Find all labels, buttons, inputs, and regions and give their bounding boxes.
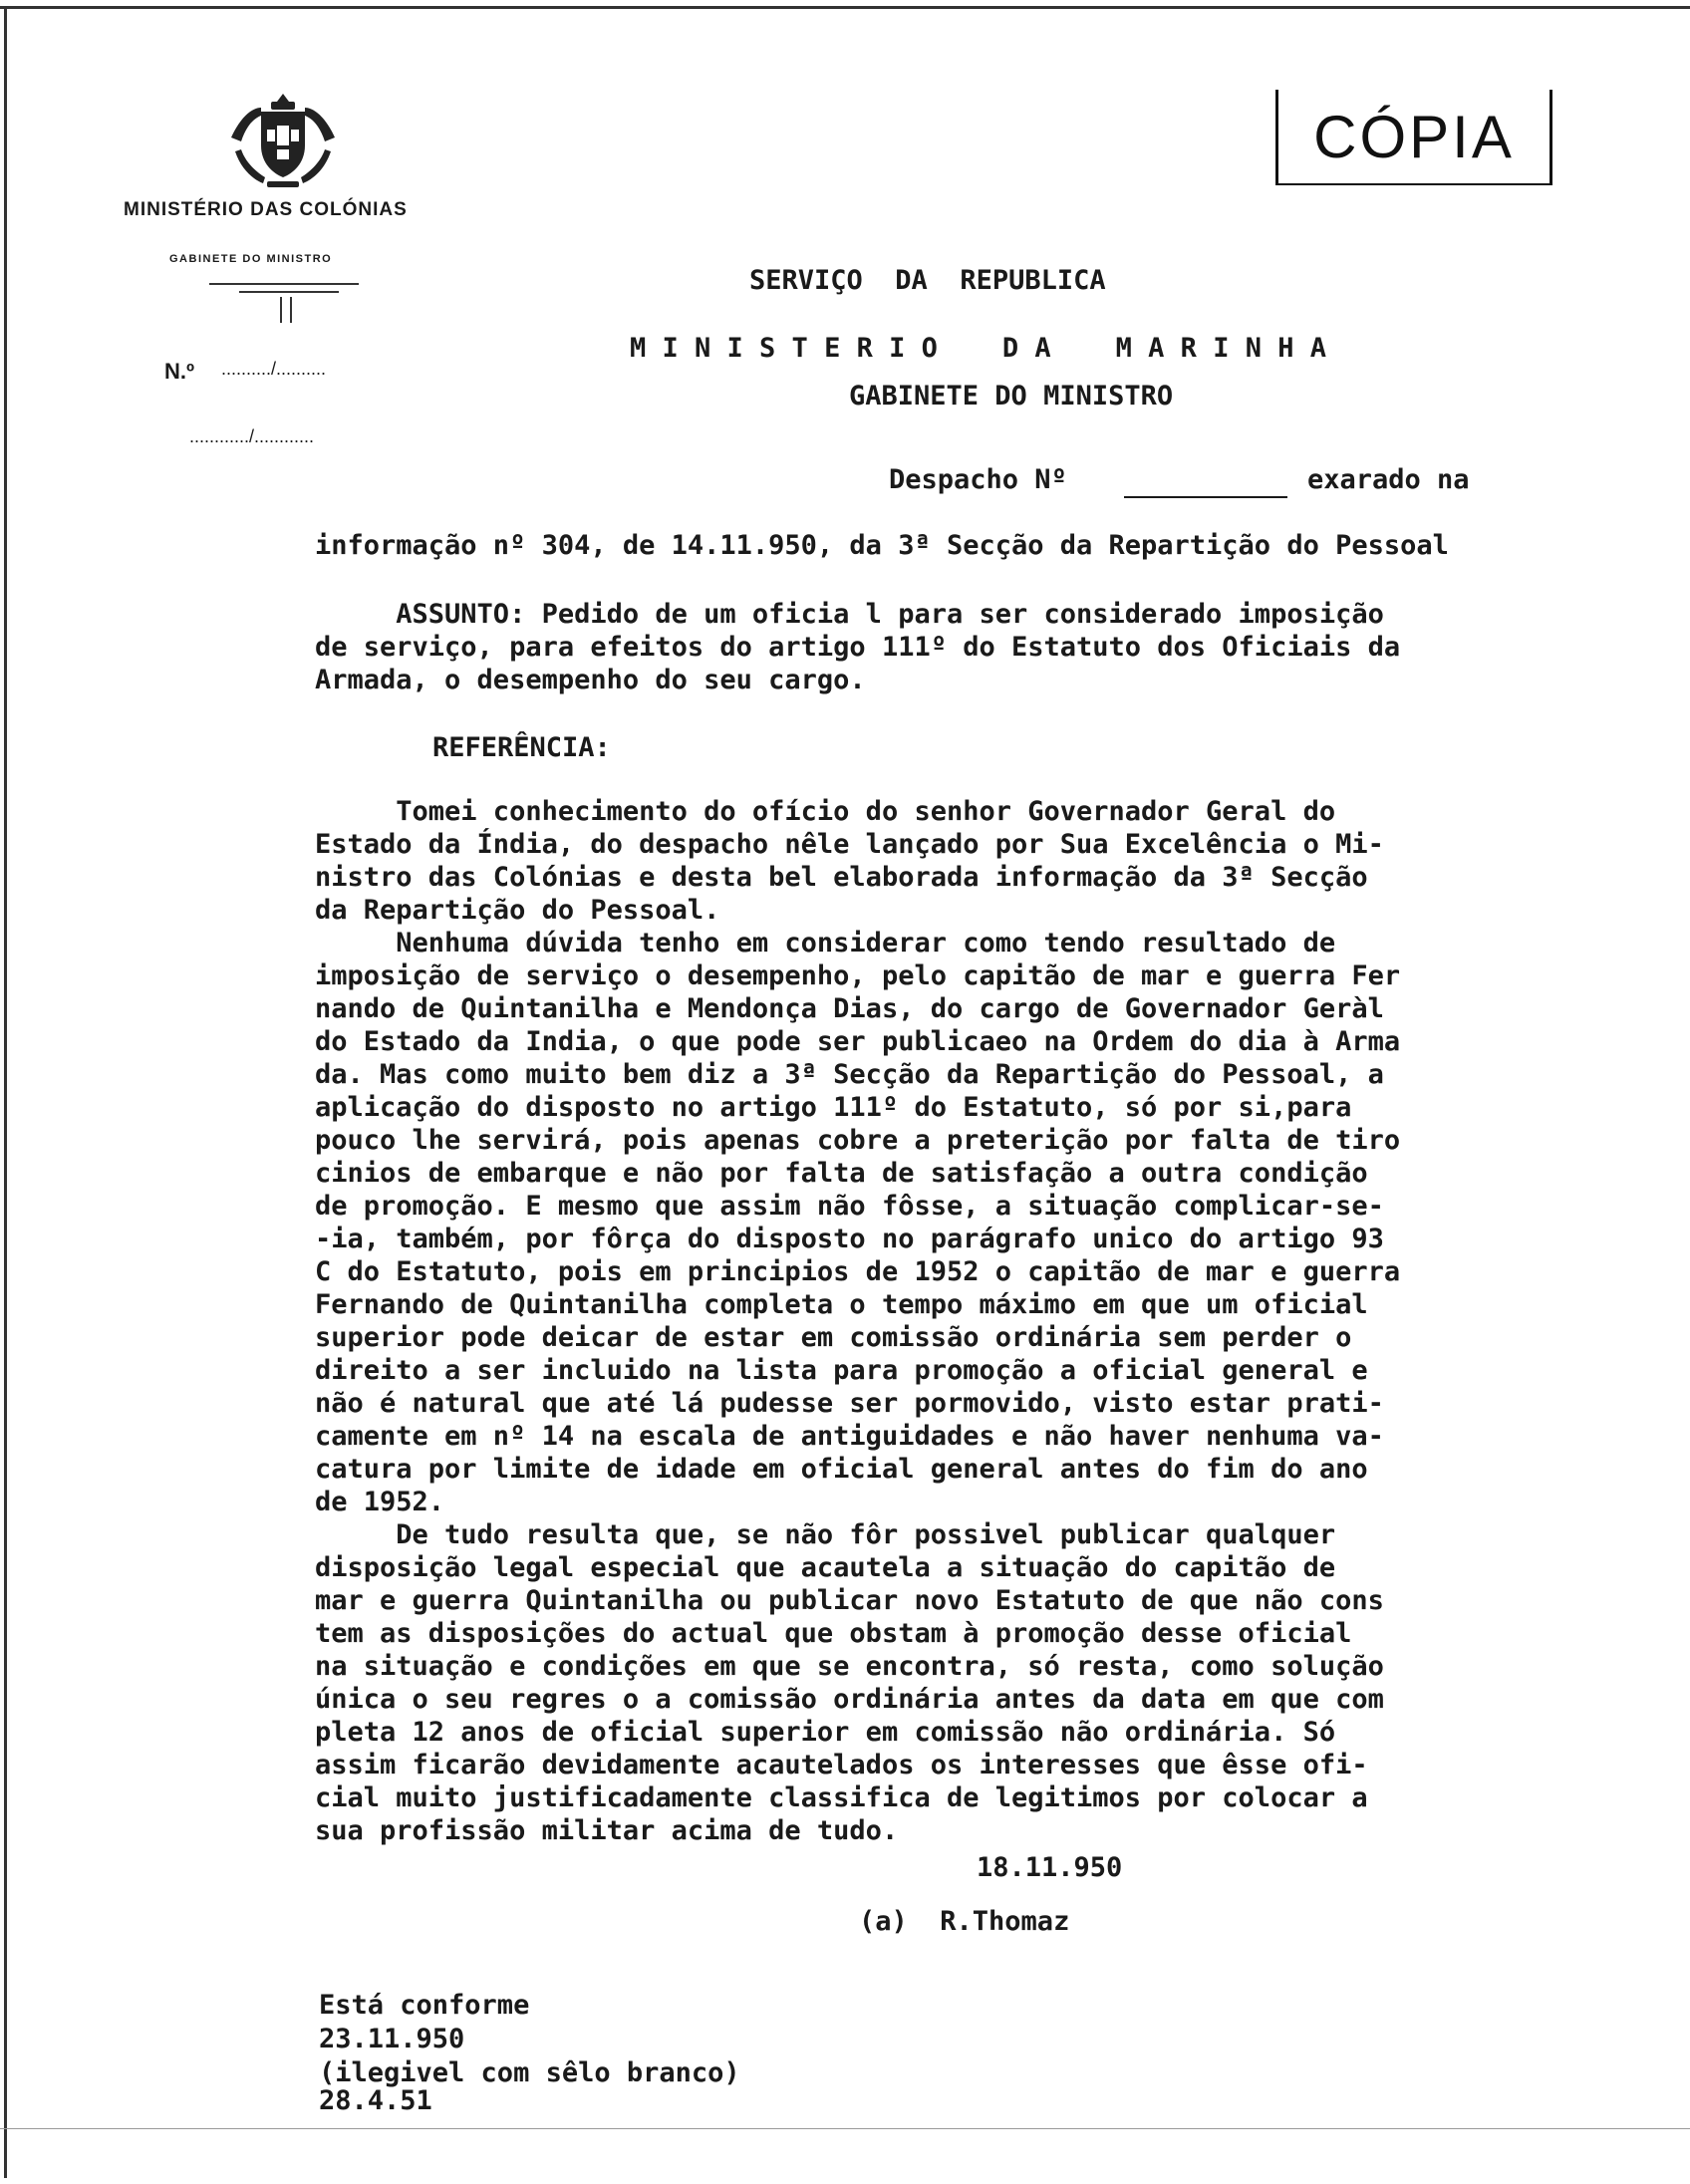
number-blank-2: ............/............: [189, 426, 315, 446]
cabinet-heading: GABINETE DO MINISTRO: [849, 381, 1174, 411]
letterhead-rule-short: [239, 291, 339, 293]
dispatch-label: Despacho Nº: [889, 464, 1067, 495]
dispatch-suffix: exarado na: [1307, 464, 1470, 495]
ministry-letterhead: MINISTÉRIO DAS COLÓNIAS: [124, 199, 408, 220]
ministry-heading: M I N I S T E R I O D A M A R I N H A: [630, 333, 1326, 364]
number-label: N.º: [164, 359, 195, 384]
signature: (a) R.Thomaz: [859, 1906, 1070, 1937]
number-blank-1: ........../..........: [221, 359, 327, 379]
body-text: Tomei conhecimento do ofício do senhor Governador Geral do Estado da Índia, do despacho nêle lançado por Sua Excelência o Mi- nistro das Colónias e desta bel elaborada informação da 3ª Secção da Repartição do Pessoal. Nenhuma dúvida tenho em considerar como tendo resultado de imposição de serviço o desempenho, pelo capitão de mar e guerra Fer nando de Quintanilha e Mendonça Dias, do cargo de Governador Geràl do Estado da India, o que pode ser publicaeo na Ordem do dia à Arma da. Mas como muito bem diz a 3ª Secção da Repartição do Pessoal, a aplicação do disposto no artigo 111º do Estatuto, só por si,para pouco lhe servirá, pois apenas cobre a preterição por falta de tiro cinios de embarque e não por falta de satisfação a outra condição de promoção. E mesmo que assim não fôsse, a situação complicar-se- -ia, também, por fôrça do disposto no parágrafo unico do artigo 93 C do Estatuto, pois em principios de 1952 o capitão de mar e guerra Fernando de Quintanilha completa o tempo máximo em que um oficial superior pode deicar de estar em comissão ordinária sem perder o direito a ser incluido na lista para promoção a oficial general e não é natural que até lá pudesse ser pormovido, visto estar prati- camente em nº 14 na escala de antiguidades e não haver nenhuma va- catura por limite de idade em oficial general antes do fim do ano de 1952. De tudo resulta que, se não fôr possivel publicar qualquer disposição legal especial que acautela a situação do capitão de mar e guerra Quintanilha ou publicar novo Estatuto de que não cons tem as disposições do actual que obstam à promoção desse oficial na situação e condições em que se encontra, só resta, como solução única o seu regres o a comissão ordinária antes da data em que com pleta 12 anos de oficial superior em comissão não ordinária. Só assim ficarão devidamente acautelados os interesses que êsse ofi- cial muito justificadamente classifica de legitimos por colocar a sua profissão militar acima de tudo.: [315, 796, 1401, 1846]
letterhead-rule: [209, 283, 359, 285]
office-letterhead: GABINETE DO MINISTRO: [169, 253, 333, 265]
dispatch-date: 18.11.950: [977, 1852, 1123, 1883]
service-heading: SERVIÇO DA REPUBLICA: [749, 265, 1106, 296]
conformity-note: Está conforme 23.11.950 (ilegivel com sêlo branco): [319, 1990, 740, 2088]
subject-paragraph: ASSUNTO: Pedido de um oficia l para ser considerado imposição de serviço, para efeitos do artigo 111º do Estatuto dos Oficiais da Armada, o desempenho do seu cargo.: [315, 599, 1401, 695]
bottom-border: [0, 2128, 1690, 2129]
information-reference: informação nº 304, de 14.11.950, da 3ª Secção da Repartição do Pessoal: [315, 530, 1449, 561]
dispatch-number-blank: [1124, 496, 1287, 498]
coat-of-arms-icon: [227, 92, 339, 191]
copy-stamp: CÓPIA: [1275, 90, 1552, 185]
archive-date: 28.4.51: [319, 2085, 432, 2116]
left-border: [4, 6, 7, 2178]
top-border: [0, 6, 1690, 9]
reference-heading: REFERÊNCIA:: [432, 732, 611, 763]
letterhead-bars: [280, 297, 292, 323]
